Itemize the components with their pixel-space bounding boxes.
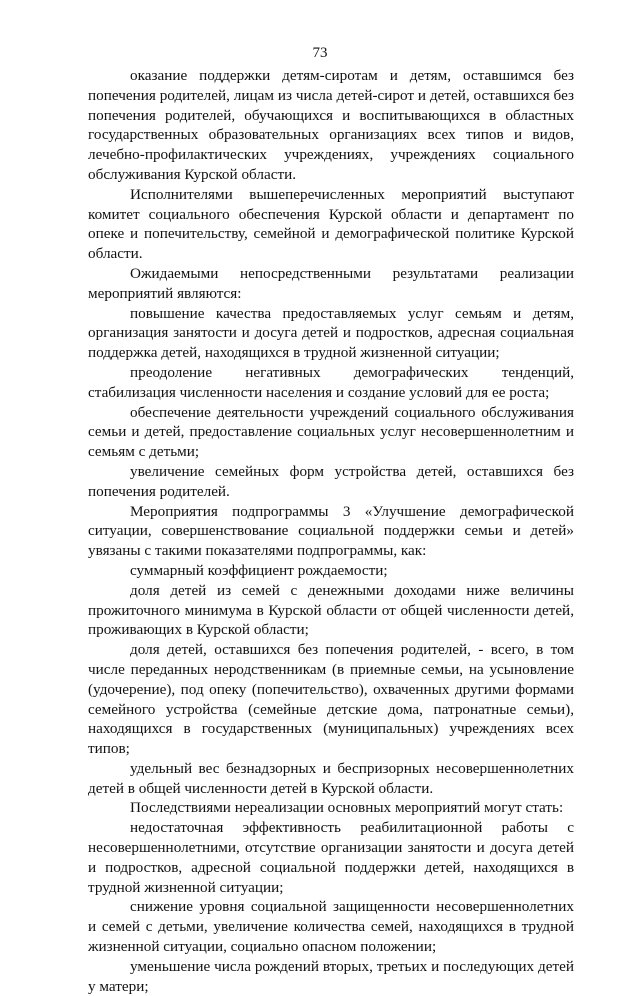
paragraph: доля детей, оставшихся без попечения родителей, - всего, в том числе переданных неродственникам (в приемные семьи, на усыновление (удочерение), под опеку (попечительство), охваченных другими формами семейного устройства (семейные детские дома, патронатные семьи), находящихся в государственных (муниципальных) учреждениях всех типов; — [88, 641, 574, 758]
body-text — [88, 66, 574, 996]
paragraph: доля детей из семей с денежными доходами ниже величины прожиточного минимума в Курской области от общей численности детей, проживающих в Курской области; — [88, 581, 574, 639]
paragraph: преодоление негативных демографических тенденций, стабилизация численности населения и создание условий для ее роста; — [88, 363, 574, 401]
paragraph: повышение качества предоставляемых услуг семьям и детям, организация занятости и досуга детей и подростков, адресная социальная поддержка детей, находящихся в трудной жизненной ситуации; — [88, 304, 574, 362]
paragraph: оказание поддержки детям-сиротам и детям, оставшимся без попечения родителей, лицам из числа детей-сирот и детей, оставшихся без попечения родителей, обучающихся и воспитывающихся в областных государственных образовательных организациях всех типов и видов, лечебно-профилактических учреждениях, учреждениях социального обслуживания Курской области. — [88, 67, 574, 183]
paragraph: Последствиями нереализации основных мероприятий могут стать: — [130, 799, 564, 817]
paragraph: суммарный коэффициент рождаемости; — [130, 561, 388, 579]
paragraph: Ожидаемыми непосредственными результатами реализации мероприятий являются: — [88, 264, 574, 302]
paragraph: Мероприятия подпрограммы 3 «Улучшение демографической ситуации, совершенствование социальной поддержки семьи и детей» увязаны с такими показателями подпрограммы, как: — [88, 502, 574, 560]
paragraph: удельный вес безнадзорных и беспризорных несовершеннолетних детей в общей численности детей в Курской области. — [88, 759, 574, 797]
paragraph: недостаточная эффективность реабилитационной работы с несовершеннолетними, отсутствие организации занятости и досуга детей и подростков, адресной социальной поддержки детей, находящихся в трудной жизненной ситуации; — [88, 819, 574, 896]
paragraph: уменьшение числа рождений вторых, третьих и последующих детей у матери; — [88, 957, 574, 995]
paragraph: увеличение семейных форм устройства детей, оставшихся без попечения родителей. — [88, 462, 574, 500]
page-number: 73 — [312, 45, 328, 61]
paragraph: снижение уровня социальной защищенности несовершеннолетних и семей с детьми, увеличение количества семей, находящихся в трудной жизненной ситуации, социально опасном положении; — [88, 898, 574, 956]
paragraph: Исполнителями вышеперечисленных мероприятий выступают комитет социального обеспечения Курской области и департамент по опеке и попечительству, семейной и демографической политике Курской области. — [88, 185, 574, 263]
paragraph: обеспечение деятельности учреждений социального обслуживания семьи и детей, предоставление социальных услуг несовершеннолетним и семьям с детьми; — [88, 403, 574, 461]
